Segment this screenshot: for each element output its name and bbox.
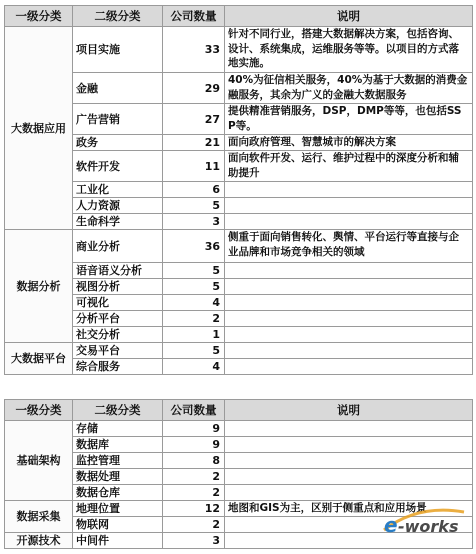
company-count-cell: 29 — [163, 73, 225, 104]
company-classification-table-1 — [4, 5, 473, 375]
description-cell — [225, 343, 473, 359]
table-row — [5, 230, 473, 263]
secondary-category-cell: 数据仓库 — [73, 485, 163, 501]
description-cell — [225, 311, 473, 327]
company-count-cell: 2 — [163, 469, 225, 485]
table-row — [5, 437, 473, 453]
secondary-category-cell: 综合服务 — [73, 359, 163, 375]
svg-text:e: e — [384, 513, 398, 537]
description-cell — [225, 279, 473, 295]
secondary-category-cell: 监控管理 — [73, 453, 163, 469]
header-secondary-category: 二级分类 — [73, 6, 163, 27]
secondary-category-cell: 视图分析 — [73, 279, 163, 295]
header-company-count: 公司数量 — [163, 400, 225, 421]
secondary-category-cell: 软件开发 — [73, 151, 163, 182]
secondary-category-cell: 工业化 — [73, 182, 163, 198]
secondary-category-cell: 存储 — [73, 421, 163, 437]
secondary-category-cell: 地理位置 — [73, 501, 163, 517]
company-count-cell: 9 — [163, 437, 225, 453]
company-count-cell: 5 — [163, 279, 225, 295]
description-cell: 40%为征信相关服务，40%为基于大数据的消费金融服务，其余为广义的金融大数据服务 — [225, 73, 473, 104]
company-count-cell: 3 — [163, 214, 225, 230]
primary-category-cell: 数据采集 — [5, 501, 73, 533]
secondary-category-cell: 商业分析 — [73, 230, 163, 263]
company-count-cell: 2 — [163, 311, 225, 327]
secondary-category-cell: 社交分析 — [73, 327, 163, 343]
description-cell — [225, 469, 473, 485]
description-cell — [225, 182, 473, 198]
company-count-cell: 6 — [163, 182, 225, 198]
header-primary-category: 一级分类 — [5, 400, 73, 421]
table-row — [5, 359, 473, 375]
table-row — [5, 151, 473, 182]
primary-category-cell: 大数据平台 — [5, 343, 73, 375]
secondary-category-cell: 政务 — [73, 135, 163, 151]
primary-category-cell: 数据分析 — [5, 230, 73, 343]
secondary-category-cell: 数据处理 — [73, 469, 163, 485]
primary-category-cell: 开源技术 — [5, 533, 73, 549]
table-row — [5, 343, 473, 359]
table-row — [5, 469, 473, 485]
description-cell — [225, 214, 473, 230]
secondary-category-cell: 物联网 — [73, 517, 163, 533]
description-cell: 面向软件开发、运行、维护过程中的深度分析和辅助提升 — [225, 151, 473, 182]
company-count-cell: 33 — [163, 27, 225, 73]
table-row — [5, 214, 473, 230]
secondary-category-cell: 生命科学 — [73, 214, 163, 230]
table-row — [5, 311, 473, 327]
e-works-watermark-logo — [378, 500, 470, 540]
table-row — [5, 263, 473, 279]
table-row — [5, 453, 473, 469]
company-count-cell: 12 — [163, 501, 225, 517]
table-row — [5, 104, 473, 135]
secondary-category-cell: 人力资源 — [73, 198, 163, 214]
company-count-cell: 21 — [163, 135, 225, 151]
company-count-cell: 5 — [163, 198, 225, 214]
table-row — [5, 295, 473, 311]
primary-category-cell: 基础架构 — [5, 421, 73, 501]
company-count-cell: 3 — [163, 533, 225, 549]
header-description: 说明 — [225, 6, 473, 27]
table-row — [5, 182, 473, 198]
header-row — [5, 400, 473, 421]
description-cell — [225, 437, 473, 453]
secondary-category-cell: 语音语义分析 — [73, 263, 163, 279]
company-count-cell: 8 — [163, 453, 225, 469]
table-row — [5, 327, 473, 343]
description-cell: 侧重于面向销售转化、舆情、平台运行等直接与企业品牌和市场竞争相关的领域 — [225, 230, 473, 263]
header-description: 说明 — [225, 400, 473, 421]
company-count-cell: 11 — [163, 151, 225, 182]
header-row — [5, 6, 473, 27]
svg-text:-works: -works — [398, 517, 459, 536]
description-cell — [225, 453, 473, 469]
company-count-cell: 2 — [163, 517, 225, 533]
description-cell — [225, 327, 473, 343]
secondary-category-cell: 金融 — [73, 73, 163, 104]
company-count-cell: 5 — [163, 343, 225, 359]
header-primary-category: 一级分类 — [5, 6, 73, 27]
company-count-cell: 4 — [163, 295, 225, 311]
description-cell: 提供精准营销服务，DSP，DMP等等，也包括SSP等。 — [225, 104, 473, 135]
secondary-category-cell: 广告营销 — [73, 104, 163, 135]
description-cell — [225, 359, 473, 375]
company-count-cell: 36 — [163, 230, 225, 263]
secondary-category-cell: 中间件 — [73, 533, 163, 549]
table-row — [5, 198, 473, 214]
table-row — [5, 73, 473, 104]
company-count-cell: 9 — [163, 421, 225, 437]
description-cell — [225, 295, 473, 311]
description-cell — [225, 485, 473, 501]
table-row — [5, 27, 473, 73]
secondary-category-cell: 项目实施 — [73, 27, 163, 73]
table-row — [5, 279, 473, 295]
header-secondary-category: 二级分类 — [73, 400, 163, 421]
table-row — [5, 421, 473, 437]
secondary-category-cell: 可视化 — [73, 295, 163, 311]
company-count-cell: 27 — [163, 104, 225, 135]
description-cell — [225, 263, 473, 279]
company-count-cell: 2 — [163, 485, 225, 501]
description-cell: 面向政府管理、智慧城市的解决方案 — [225, 135, 473, 151]
description-cell — [225, 198, 473, 214]
table-row — [5, 485, 473, 501]
company-count-cell: 5 — [163, 263, 225, 279]
header-company-count: 公司数量 — [163, 6, 225, 27]
secondary-category-cell: 分析平台 — [73, 311, 163, 327]
company-count-cell: 1 — [163, 327, 225, 343]
table-row — [5, 135, 473, 151]
description-cell: 地图和GIS为主，区别于侧重点和应用场景 — [225, 501, 473, 517]
secondary-category-cell: 交易平台 — [73, 343, 163, 359]
company-count-cell: 4 — [163, 359, 225, 375]
primary-category-cell: 大数据应用 — [5, 27, 73, 230]
secondary-category-cell: 数据库 — [73, 437, 163, 453]
description-cell — [225, 421, 473, 437]
description-cell: 针对不同行业，搭建大数据解决方案，包括咨询、设计、系统集成，运维服务等等。以项目的方式落地实施。 — [225, 27, 473, 73]
